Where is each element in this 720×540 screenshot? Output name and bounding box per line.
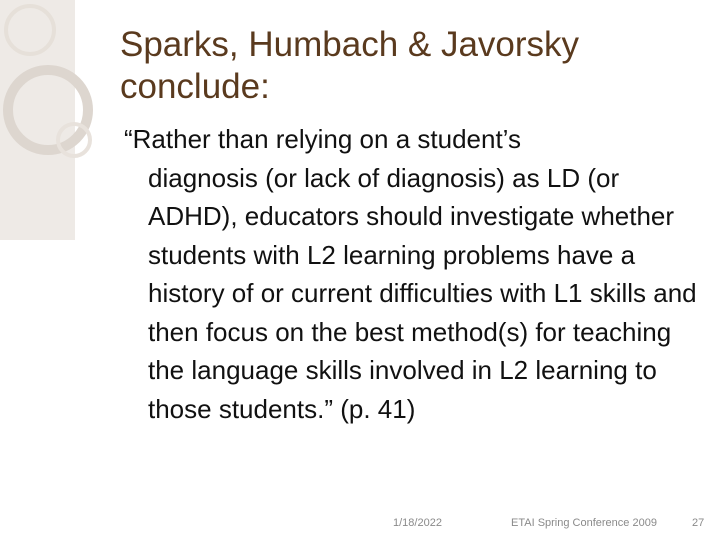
footer-conference: ETAI Spring Conference 2009 (511, 517, 657, 529)
quote-text: diagnosis (or lack of diagnosis) as LD (or ADHD), educators should investigate whether students with L2 learning problems have a history of or current difficulties with L1 skills and then focus on the best method(s) for teaching the language skills involved in L2 learning to those students.” (p. 41) (148, 162, 697, 424)
quote-first-line: “Rather than relying on a student’s (124, 124, 521, 154)
decorative-circles (0, 0, 120, 240)
quote-block (124, 120, 704, 428)
slide-number: 27 (692, 517, 705, 529)
footer-date: 1/18/2022 (393, 517, 442, 529)
slide-title (120, 24, 700, 108)
title-line-2: conclude: (120, 67, 270, 106)
title-line-1: Sparks, Humbach & Javorsky (120, 25, 580, 64)
